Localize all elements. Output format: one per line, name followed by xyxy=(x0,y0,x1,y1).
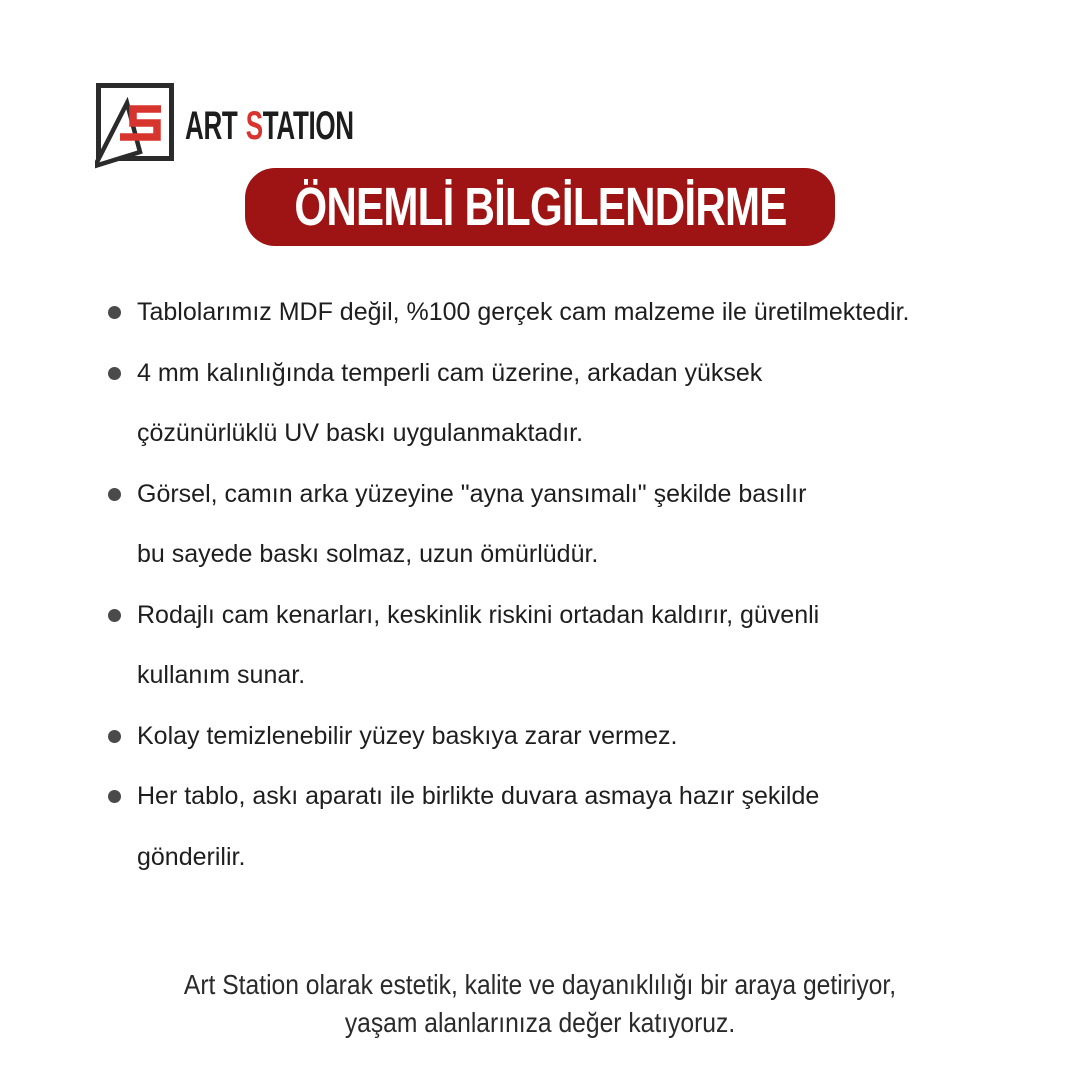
list-item xyxy=(137,706,1040,767)
brand-name-accent: S xyxy=(245,103,263,148)
brand-name-part1: ART xyxy=(185,103,238,148)
as-monogram-icon xyxy=(95,82,175,170)
bullet-dot-icon xyxy=(108,367,121,380)
info-list xyxy=(137,282,1040,887)
bullet-line: gönderilir. xyxy=(137,842,246,871)
footer-line-1: Art Station olarak estetik, kalite ve dayanıklılığı bir araya getiriyor, xyxy=(183,969,897,1000)
bullet-line: 4 mm kalınlığında temperli cam üzerine, arkadan yüksek xyxy=(137,358,763,387)
list-item xyxy=(137,464,1040,585)
bullet-line: Kolay temizlenebilir yüzey baskıya zarar vermez. xyxy=(137,721,678,750)
bullet-dot-icon xyxy=(108,730,121,743)
footer-tagline xyxy=(0,966,1080,1042)
title-banner xyxy=(245,168,835,246)
list-item xyxy=(137,766,1040,887)
bullet-line: Rodajlı cam kenarları, keskinlik riskini ortadan kaldırır, güvenli xyxy=(137,600,820,629)
bullet-line: Tablolarımız MDF değil, %100 gerçek cam malzeme ile üretilmektedir. xyxy=(137,298,910,326)
list-item xyxy=(137,282,1040,343)
list-item xyxy=(137,585,1040,706)
brand-name-part2: TATION xyxy=(262,103,354,148)
bullet-line: çözünürlüklü UV baskı uygulanmaktadır. xyxy=(137,419,584,447)
bullet-dot-icon xyxy=(108,306,121,319)
brand-header xyxy=(95,82,445,170)
bullet-line: Görsel, camın arka yüzeyine "ayna yansımalı" şekilde basılır xyxy=(137,479,807,508)
list-item xyxy=(137,343,1040,464)
footer-line-2: yaşam alanlarınıza değer katıyoruz. xyxy=(344,1007,736,1038)
brand-wordmark xyxy=(185,104,354,149)
title-banner-label: ÖNEMLİ BİLGİLENDİRME xyxy=(293,177,787,237)
bullet-line: kullanım sunar. xyxy=(137,661,306,689)
bullet-dot-icon xyxy=(108,790,121,803)
bullet-line: bu sayede baskı solmaz, uzun ömürlüdür. xyxy=(137,540,599,568)
bullet-dot-icon xyxy=(108,609,121,622)
bullet-line: Her tablo, askı aparatı ile birlikte duvara asmaya hazır şekilde xyxy=(137,782,820,810)
bullet-dot-icon xyxy=(108,488,121,501)
